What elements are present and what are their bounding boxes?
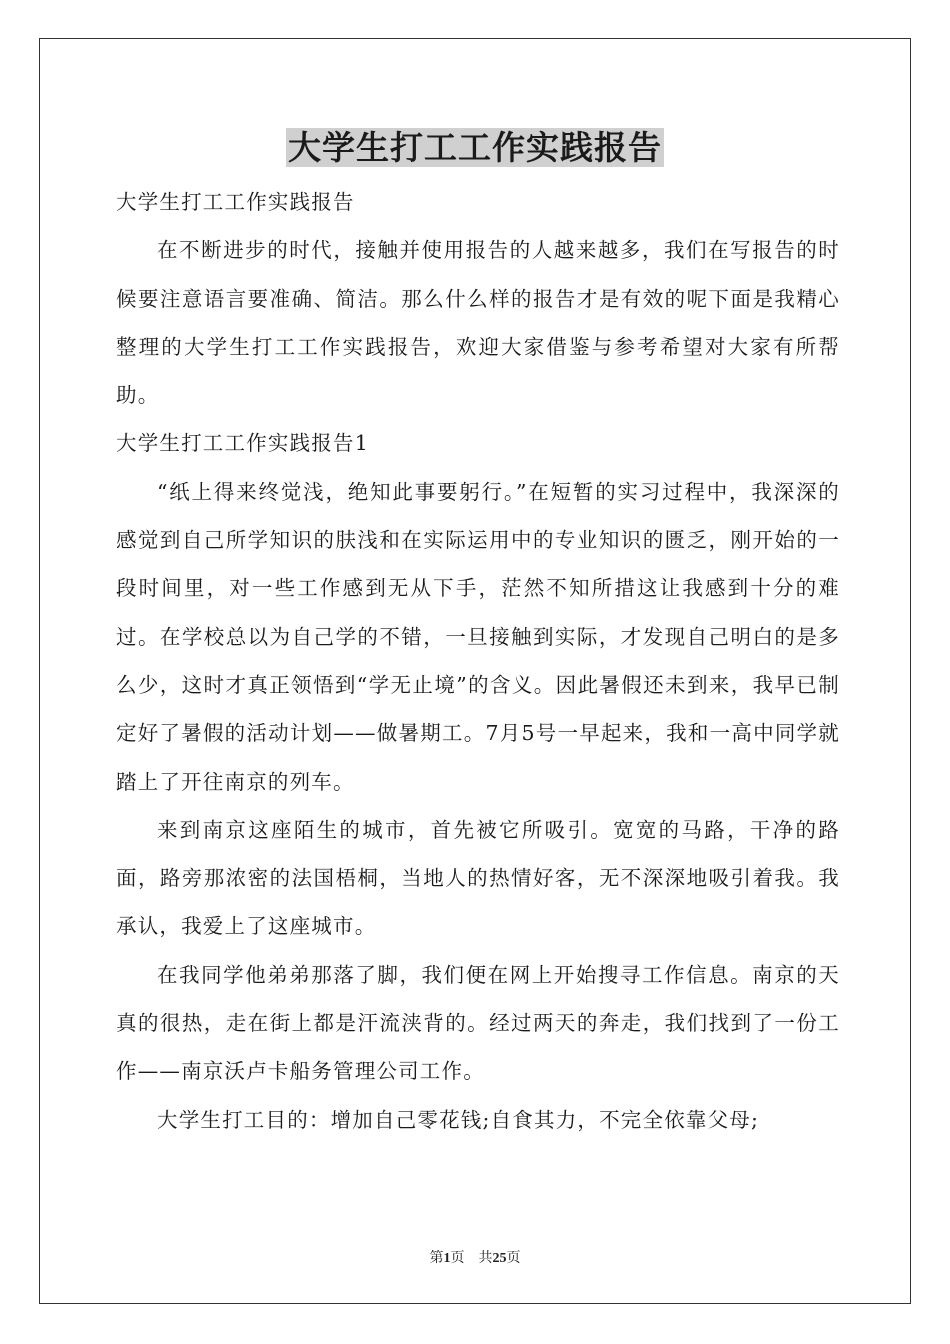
footer-prefix: 第: [429, 1251, 444, 1266]
body-paragraph: 来到南京这座陌生的城市，首先被它所吸引。宽宽的马路，干净的路面，路旁那浓密的法国梧桐，当地人的热情好客，无不深深地吸引着我。我承认，我爱上了这座城市。: [116, 817, 840, 939]
document-title: [0, 126, 950, 170]
footer-suffix: 页: [506, 1251, 521, 1266]
total-page-count: 25: [492, 1251, 507, 1266]
document-body: [116, 178, 840, 1144]
document-title-text: 大学生打工工作实践报告: [288, 128, 662, 167]
intro-paragraph: 在不断进步的时代，接触并使用报告的人越来越多，我们在写报告的时候要注意语言要准确、简洁。那么什么样的报告才是有效的呢下面是我精心整理的大学生打工工作实践报告，欢迎大家借鉴与参考希望对大家有所帮助。: [116, 238, 840, 408]
footer-middle: 页 共: [450, 1251, 493, 1266]
body-paragraph: “纸上得来终觉浅，绝知此事要躬行。”在短暂的实习过程中，我深深的感觉到自己所学知识的肤浅和在实际运用中的专业知识的匮乏，刚开始的一段时间里，对一些工作感到无从下手，茫然不知所措这让我感到十分的难过。在学校总以为自己学的不错，一旦接触到实际，才发现自己明白的是多么少，这时才真正领悟到“学无止境”的含义。因此暑假还未到来，我早已制定好了暑假的活动计划——做暑期工。7月5号一早起来，我和一高中同学就踏上了开往南京的列车。: [116, 479, 840, 794]
current-page-number: 1: [443, 1251, 451, 1266]
subtitle-paragraph: 大学生打工工作实践报告: [116, 190, 355, 214]
body-paragraph: 在我同学他弟弟那落了脚，我们便在网上开始搜寻工作信息。南京的天真的很热，走在街上都是汗流浃背的。经过两天的奔走，我们找到了一份工作——南京沃卢卡船务管理公司工作。: [116, 962, 840, 1084]
body-paragraph: 大学生打工目的：增加自己零花钱;自食其力，不完全依靠父母;: [157, 1107, 760, 1132]
section-heading: 大学生打工工作实践报告1: [116, 431, 369, 456]
page-footer: [0, 1247, 950, 1267]
